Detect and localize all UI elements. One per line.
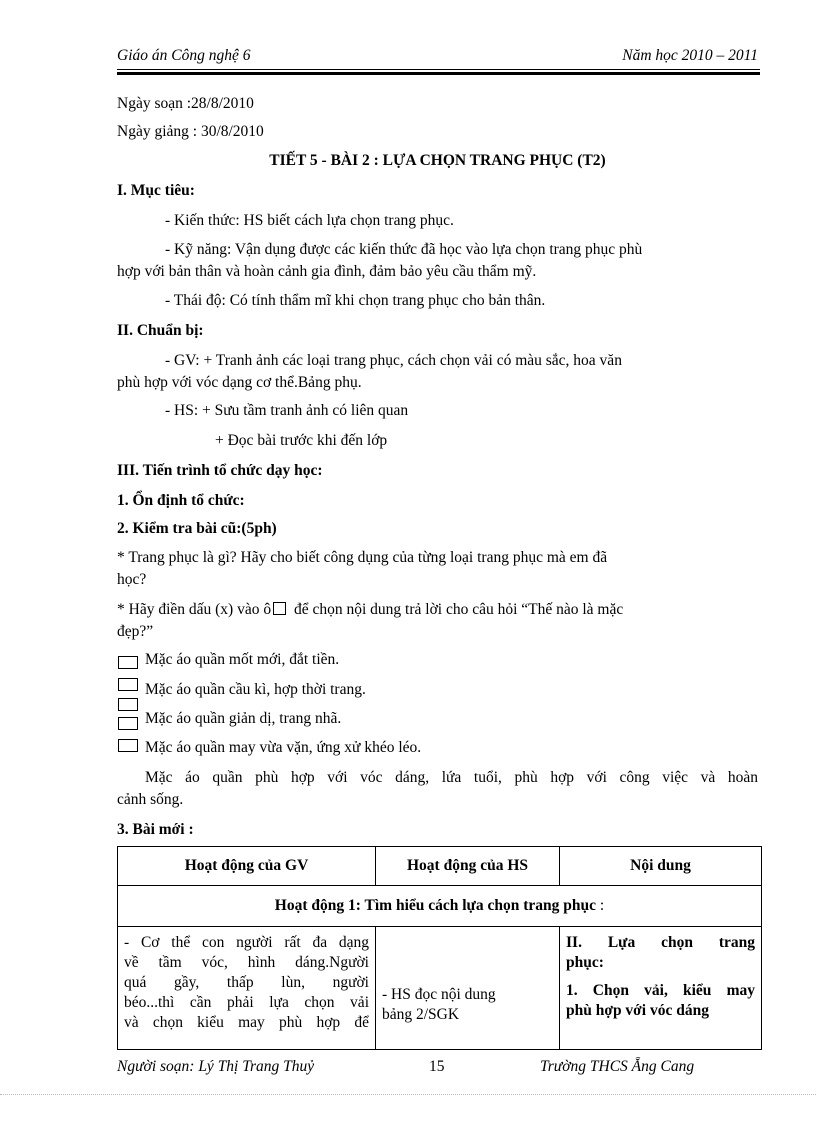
blank-box-icon [273,602,286,615]
question1-line2: học? [117,571,147,588]
col-header-hs: Hoạt động của HS [376,847,560,886]
footer-author: Người soạn: Lý Thị Trang Thuỷ [117,1058,315,1075]
option-checkbox[interactable] [118,656,138,669]
section2-heading: II. Chuẩn bị: [117,322,204,339]
hs-line: - HS đọc nội dung [382,986,496,1003]
option-checkbox[interactable] [118,678,138,691]
activity-title [118,886,762,927]
option-text: Mặc áo quần mốt mới, đắt tiền. [145,651,340,668]
objective-skill-line1: - Kỹ năng: Vận dụng được các kiến thức đã học vào lựa chọn trang phục phù [165,241,643,258]
content-line: phục: [566,954,604,971]
gv-line: - Cơ thể con người rất đa dạng [124,934,369,951]
page-header [117,47,758,67]
table-row [118,927,762,1050]
page-edge-divider [0,1094,816,1095]
step3-heading: 3. Bài mới : [117,821,194,838]
step1-heading: 1. Ổn định tổ chức: [117,492,245,509]
question1-line1: * Trang phục là gì? Hãy cho biết công dụng của từng loại trang phục mà em đã [117,549,608,566]
answer-line1: Mặc áo quần phù hợp với vóc dáng, lứa tuổi, phù hợp với công việc và hoàn [145,769,758,786]
header-school-year: Năm học 2010 – 2011 [622,47,758,64]
content-cell [560,927,762,1050]
objective-skill-line2: hợp với bản thân và hoàn cảnh gia đình, đảm bảo yêu cầu thẩm mỹ. [117,263,537,280]
lesson-table [117,846,762,1050]
prep-hs-line2: + Đọc bài trước khi đến lớp [215,432,388,449]
objective-attitude: - Thái độ: Có tính thẩm mĩ khi chọn trang phục cho bản thân. [165,292,546,309]
header-subject: Giáo án Công nghệ 6 [117,47,251,64]
prep-gv-line1: - GV: + Tranh ảnh các loại trang phục, cách chọn vải có màu sắc, hoa văn [165,352,622,369]
option-checkbox[interactable] [118,739,138,752]
header-rule-thin [117,69,760,70]
activity-title-text: Hoạt động 1: Tìm hiểu cách lựa chọn trang phục [274,897,597,914]
prep-gv-line2: phù hợp với vóc dạng cơ thể.Bảng phụ. [117,374,362,391]
footer-school: Trường THCS Ẵng Cang [540,1058,695,1075]
option-checkbox[interactable] [118,717,138,730]
question2-line2: đẹp?” [117,623,154,640]
gv-line: béo...thì cần phải lựa chọn vải [124,994,369,1011]
gv-line: quá gầy, thấp lùn, người [124,974,369,991]
hs-line: bảng 2/SGK [382,1006,460,1023]
section1-heading: I. Mục tiêu: [117,182,195,199]
col-header-content: Nội dung [560,847,762,886]
gv-line: và chọn kiểu may phù hợp để [124,1014,369,1031]
page-number: 15 [429,1058,445,1075]
teach-date: Ngày giảng : 30/8/2010 [117,123,264,140]
answer-line2: cảnh sống. [117,791,184,808]
gv-cell [118,927,376,1050]
option-text: Mặc áo quần cầu kì, hợp thời trang. [145,681,366,698]
question2-prefix: * Hãy điền dấu (x) vào ô [117,601,272,618]
question2-line1 [117,600,623,620]
content-line: phù hợp với vóc dáng [566,1002,709,1019]
gv-line: về tầm vóc, hình dáng.Người [124,954,369,971]
lesson-title: TIẾT 5 - BÀI 2 : LỰA CHỌN TRANG PHỤC (T2) [269,152,606,169]
header-rule-thick [117,72,760,75]
objective-knowledge: - Kiến thức: HS biết cách lựa chọn trang phục. [165,212,454,229]
hs-cell [376,927,560,1050]
option-checkbox[interactable] [118,698,138,711]
option-text: Mặc áo quần may vừa vặn, ứng xử khéo léo. [145,739,422,756]
table-header-row [118,847,762,886]
activity-title-suffix: : [596,897,605,914]
activity-row [118,886,762,927]
col-header-gv: Hoạt động của GV [118,847,376,886]
prep-hs-line1: - HS: + Sưu tầm tranh ảnh có liên quan [165,402,409,419]
prep-date: Ngày soạn :28/8/2010 [117,95,254,112]
step2-heading: 2. Kiểm tra bài cũ:(5ph) [117,520,277,537]
content-line: II. Lựa chọn trang [566,934,755,951]
section3-heading: III. Tiến trình tổ chức dạy học: [117,462,323,479]
option-text: Mặc áo quần giản dị, trang nhã. [145,710,342,727]
content-line: 1. Chọn vải, kiểu may [566,982,755,999]
question2-suffix: để chọn nội dung trả lời cho câu hỏi “Thế nào là mặc [293,601,624,618]
